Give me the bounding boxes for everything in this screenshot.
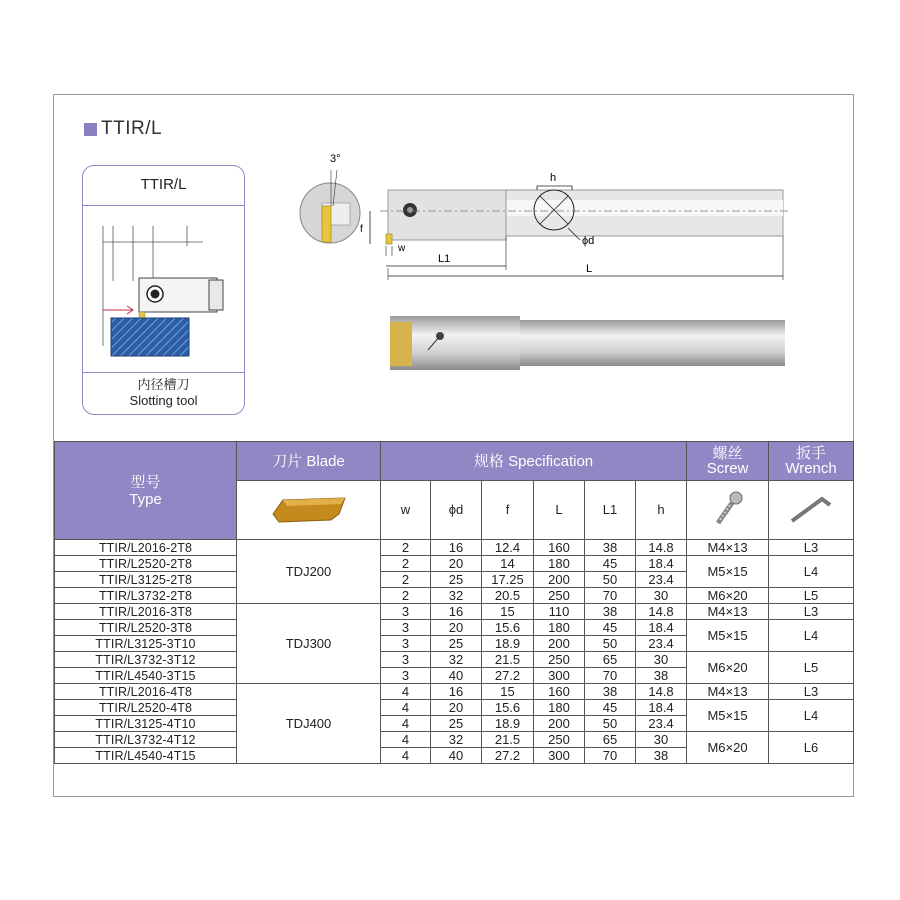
spec-cell-w: 3	[381, 604, 431, 620]
wrench-header: 扳手 Wrench	[769, 442, 854, 481]
spec-cell-L1: 45	[585, 556, 636, 572]
slotting-diagram-icon	[83, 206, 243, 374]
tool-dimension-diagram	[290, 148, 810, 288]
type-cell: TTIR/L4540-4T15	[55, 748, 237, 764]
f-label: f	[360, 224, 363, 235]
spec-cell-d: 40	[431, 748, 482, 764]
spec-cell-f: 15.6	[482, 700, 534, 716]
spec-cell-L1: 38	[585, 684, 636, 700]
spec-cell-w: 3	[381, 636, 431, 652]
spec-cell-L: 180	[534, 556, 585, 572]
spec-cell-w: 4	[381, 732, 431, 748]
screw-cell: M5×15	[687, 620, 769, 652]
screw-cell: M5×15	[687, 556, 769, 588]
col-L1: L1	[585, 481, 636, 540]
spec-cell-f: 17.25	[482, 572, 534, 588]
spec-cell-L1: 65	[585, 732, 636, 748]
spec-cell-w: 2	[381, 588, 431, 604]
caption-en: Slotting tool	[129, 393, 198, 408]
spec-cell-f: 18.9	[482, 716, 534, 732]
type-cell: TTIR/L3125-2T8	[55, 572, 237, 588]
type-cell: TTIR/L3732-2T8	[55, 588, 237, 604]
spec-cell-L1: 45	[585, 620, 636, 636]
spec-cell-d: 25	[431, 572, 482, 588]
wrench-icon	[786, 491, 836, 527]
spec-cell-w: 2	[381, 540, 431, 556]
type-cell: TTIR/L3732-3T12	[55, 652, 237, 668]
spec-cell-L: 250	[534, 652, 585, 668]
wrench-cell: L3	[769, 604, 854, 620]
screw-header: 螺丝 Screw	[687, 442, 769, 481]
wrench-cell: L4	[769, 556, 854, 588]
type-cell: TTIR/L3125-3T10	[55, 636, 237, 652]
spec-cell-d: 40	[431, 668, 482, 684]
spec-cell-d: 16	[431, 604, 482, 620]
spec-cell-w: 4	[381, 700, 431, 716]
spec-cell-w: 3	[381, 668, 431, 684]
spec-cell-L: 300	[534, 748, 585, 764]
spec-cell-d: 20	[431, 620, 482, 636]
spec-cell-w: 3	[381, 652, 431, 668]
spec-cell-f: 12.4	[482, 540, 534, 556]
spec-cell-f: 18.9	[482, 636, 534, 652]
spec-cell-L1: 38	[585, 604, 636, 620]
w-label: w	[398, 243, 406, 254]
spec-cell-L: 180	[534, 700, 585, 716]
type-cell: TTIR/L2520-3T8	[55, 620, 237, 636]
col-h: h	[636, 481, 687, 540]
spec-cell-L1: 70	[585, 748, 636, 764]
card-caption	[83, 372, 244, 414]
spec-cell-L1: 70	[585, 668, 636, 684]
spec-cell-f: 21.5	[482, 652, 534, 668]
table-row	[55, 652, 854, 668]
angle-label: 3°	[330, 153, 341, 165]
spec-cell-L: 160	[534, 540, 585, 556]
spec-cell-h: 14.8	[636, 540, 687, 556]
screw-cell: M4×13	[687, 604, 769, 620]
caption-cn: 内径槽刀	[137, 377, 190, 392]
type-header: 型号 Type	[55, 442, 237, 540]
spec-cell-w: 4	[381, 684, 431, 700]
type-cell: TTIR/L2016-2T8	[55, 540, 237, 556]
type-cell: TTIR/L4540-3T15	[55, 668, 237, 684]
wrench-cell: L3	[769, 684, 854, 700]
spec-cell-f: 15.6	[482, 620, 534, 636]
spec-cell-f: 15	[482, 604, 534, 620]
spec-cell-d: 25	[431, 636, 482, 652]
spec-cell-h: 23.4	[636, 636, 687, 652]
spec-cell-L: 250	[534, 732, 585, 748]
phi-d-label: ϕd	[582, 235, 595, 247]
spec-cell-L: 200	[534, 716, 585, 732]
screw-cell: M6×20	[687, 732, 769, 764]
spec-cell-f: 27.2	[482, 668, 534, 684]
spec-cell-L1: 50	[585, 716, 636, 732]
screw-cell: M6×20	[687, 652, 769, 684]
spec-cell-L1: 50	[585, 572, 636, 588]
L1-label: L1	[438, 253, 451, 265]
wrench-cell: L5	[769, 588, 854, 604]
spec-cell-L: 300	[534, 668, 585, 684]
spec-cell-L1: 45	[585, 700, 636, 716]
spec-cell-d: 32	[431, 588, 482, 604]
blade-cell: TDJ400	[237, 684, 381, 764]
wrench-cell: L4	[769, 700, 854, 732]
spec-cell-L: 180	[534, 620, 585, 636]
spec-cell-f: 20.5	[482, 588, 534, 604]
spec-cell-h: 30	[636, 588, 687, 604]
spec-cell-f: 15	[482, 684, 534, 700]
screw-cell: M5×15	[687, 700, 769, 732]
table-row	[55, 588, 854, 604]
spec-cell-w: 2	[381, 572, 431, 588]
screw-cell: M6×20	[687, 588, 769, 604]
spec-cell-w: 2	[381, 556, 431, 572]
spec-cell-d: 32	[431, 732, 482, 748]
table-row	[55, 556, 854, 572]
spec-cell-d: 25	[431, 716, 482, 732]
spec-cell-f: 27.2	[482, 748, 534, 764]
wrench-cell: L3	[769, 540, 854, 556]
spec-cell-h: 14.8	[636, 604, 687, 620]
blade-header: 刀片 Blade	[237, 442, 381, 481]
type-cell: TTIR/L3125-4T10	[55, 716, 237, 732]
spec-cell-w: 4	[381, 748, 431, 764]
type-cell: TTIR/L2016-4T8	[55, 684, 237, 700]
type-cell: TTIR/L2016-3T8	[55, 604, 237, 620]
type-cell: TTIR/L3732-4T12	[55, 732, 237, 748]
col-L: L	[534, 481, 585, 540]
wrench-cell: L4	[769, 620, 854, 652]
spec-table	[54, 441, 854, 764]
tool-photo-icon	[380, 312, 790, 374]
spec-rows	[55, 540, 854, 764]
spec-cell-L: 110	[534, 604, 585, 620]
spec-cell-h: 18.4	[636, 620, 687, 636]
spec-cell-w: 4	[381, 716, 431, 732]
col-d: ϕd	[431, 481, 482, 540]
spec-cell-L: 250	[534, 588, 585, 604]
spec-cell-h: 23.4	[636, 716, 687, 732]
blade-cell: TDJ200	[237, 540, 381, 604]
section-title	[84, 118, 162, 140]
table-row	[55, 700, 854, 716]
spec-cell-L: 200	[534, 636, 585, 652]
spec-cell-L1: 70	[585, 588, 636, 604]
table-row	[55, 620, 854, 636]
spec-cell-f: 21.5	[482, 732, 534, 748]
type-cell: TTIR/L2520-2T8	[55, 556, 237, 572]
spec-cell-h: 18.4	[636, 556, 687, 572]
spec-cell-h: 38	[636, 748, 687, 764]
tool-card	[82, 165, 245, 415]
blade-image-cell	[237, 481, 381, 540]
spec-cell-d: 16	[431, 684, 482, 700]
table-row	[55, 540, 854, 556]
table-row	[55, 684, 854, 700]
screw-image-cell	[687, 481, 769, 540]
spec-cell-h: 38	[636, 668, 687, 684]
section-title-text: TTIR/L	[101, 118, 163, 139]
spec-cell-f: 14	[482, 556, 534, 572]
table-row	[55, 732, 854, 748]
L-label: L	[586, 263, 593, 275]
blade-insert-icon	[269, 492, 349, 526]
col-f: f	[482, 481, 534, 540]
type-cell: TTIR/L2520-4T8	[55, 700, 237, 716]
spec-cell-h: 30	[636, 732, 687, 748]
spec-cell-L: 160	[534, 684, 585, 700]
spec-header: 规格 Specification	[381, 442, 687, 481]
screw-icon	[708, 489, 748, 529]
spec-cell-d: 16	[431, 540, 482, 556]
spec-cell-L: 200	[534, 572, 585, 588]
spec-cell-L1: 50	[585, 636, 636, 652]
spec-cell-d: 32	[431, 652, 482, 668]
h-label: h	[550, 172, 557, 184]
spec-cell-h: 23.4	[636, 572, 687, 588]
screw-cell: M4×13	[687, 540, 769, 556]
col-w: w	[381, 481, 431, 540]
wrench-image-cell	[769, 481, 854, 540]
spec-cell-h: 30	[636, 652, 687, 668]
spec-cell-h: 18.4	[636, 700, 687, 716]
card-title: TTIR/L	[83, 166, 244, 206]
spec-cell-L1: 65	[585, 652, 636, 668]
spec-cell-d: 20	[431, 556, 482, 572]
wrench-cell: L6	[769, 732, 854, 764]
wrench-cell: L5	[769, 652, 854, 684]
screw-cell: M4×13	[687, 684, 769, 700]
spec-cell-w: 3	[381, 620, 431, 636]
blade-cell: TDJ300	[237, 604, 381, 684]
spec-cell-d: 20	[431, 700, 482, 716]
spec-cell-h: 14.8	[636, 684, 687, 700]
title-square-icon	[84, 123, 97, 136]
table-row	[55, 604, 854, 620]
spec-cell-L1: 38	[585, 540, 636, 556]
